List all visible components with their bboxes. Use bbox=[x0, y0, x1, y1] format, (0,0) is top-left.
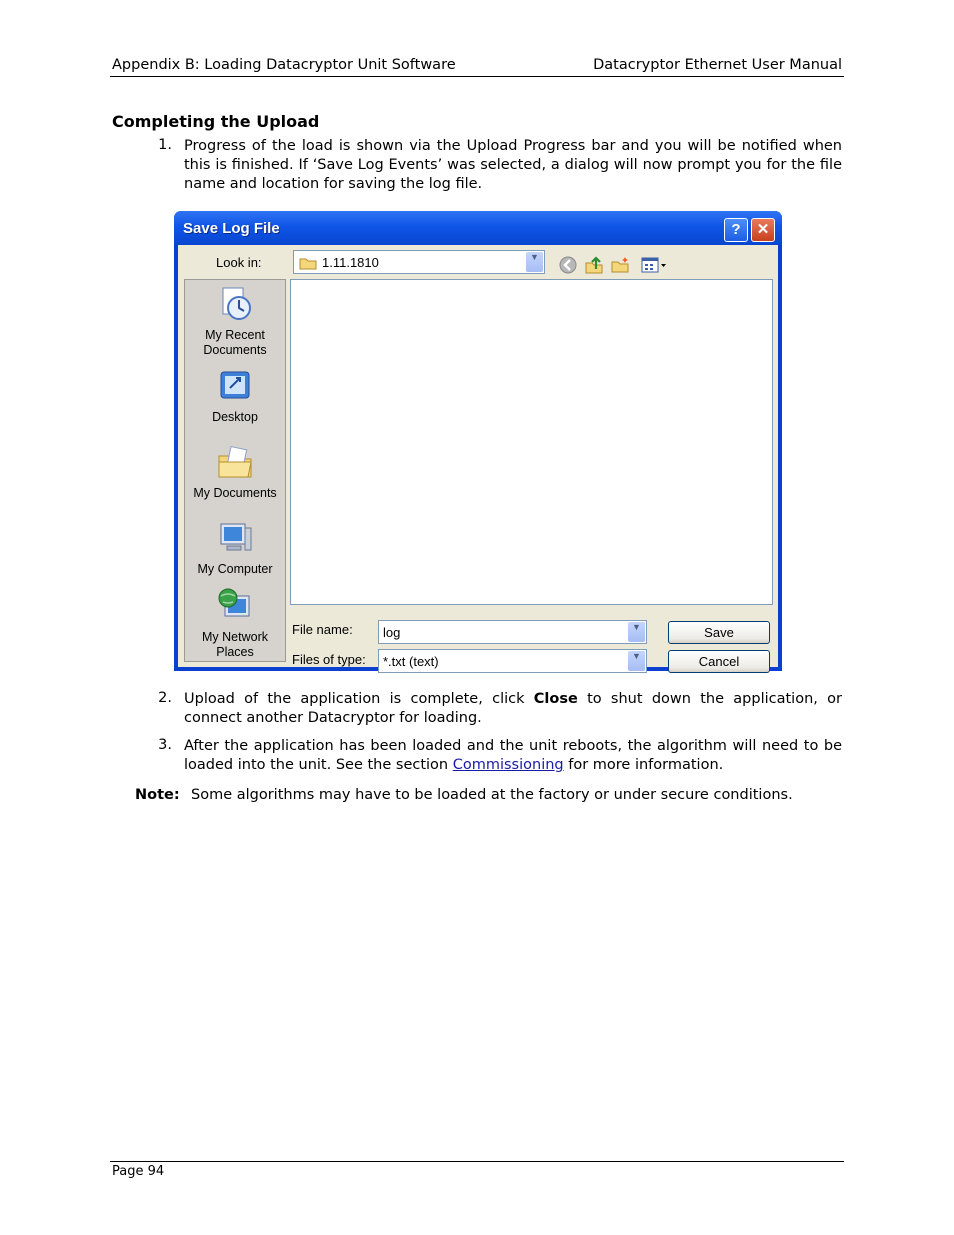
place-label: My Documents bbox=[193, 486, 277, 500]
place-label: My Computer bbox=[197, 562, 273, 576]
chevron-down-icon[interactable]: ▼ bbox=[628, 651, 645, 671]
close-keyword: Close bbox=[533, 691, 578, 707]
place-my-recent-documents[interactable] bbox=[185, 284, 285, 358]
dialog-client bbox=[178, 245, 778, 667]
dialog-title: Save Log File bbox=[183, 220, 280, 237]
header-rule bbox=[110, 76, 844, 77]
note-label: Note: bbox=[135, 787, 180, 803]
up-folder-icon[interactable] bbox=[584, 255, 604, 275]
place-my-network-places[interactable] bbox=[185, 586, 285, 660]
look-in-value: 1.11.1810 bbox=[322, 255, 379, 270]
place-label: My Recent Documents bbox=[203, 328, 267, 357]
step-2-text-pre: Upload of the application is complete, click bbox=[184, 691, 534, 707]
places-bar bbox=[184, 279, 286, 662]
place-label: My Network Places bbox=[202, 630, 268, 659]
recent-documents-icon bbox=[215, 284, 255, 324]
help-button[interactable]: ? bbox=[724, 218, 748, 242]
file-name-combo[interactable] bbox=[378, 620, 647, 644]
step-3-text-post: for more information. bbox=[563, 757, 724, 773]
place-my-computer[interactable] bbox=[185, 518, 285, 577]
step-3-text bbox=[184, 737, 842, 775]
file-type-combo[interactable] bbox=[378, 649, 647, 673]
place-desktop[interactable] bbox=[185, 368, 285, 425]
view-menu-icon[interactable] bbox=[640, 255, 668, 275]
file-type-value: *.txt (text) bbox=[383, 654, 439, 669]
file-name-label: File name: bbox=[292, 622, 353, 637]
header-left: Appendix B: Loading Datacryptor Unit Software bbox=[112, 57, 456, 73]
step-2-number: 2. bbox=[158, 690, 172, 706]
step-2-text bbox=[184, 690, 842, 728]
chevron-down-icon[interactable]: ▼ bbox=[628, 622, 645, 642]
file-type-label: Files of type: bbox=[292, 652, 366, 667]
desktop-icon bbox=[215, 368, 255, 406]
cancel-button[interactable]: Cancel bbox=[668, 650, 770, 673]
header-right: Datacryptor Ethernet User Manual bbox=[593, 57, 842, 73]
place-label: Desktop bbox=[212, 410, 258, 424]
place-my-documents[interactable] bbox=[185, 442, 285, 501]
page-number: Page 94 bbox=[112, 1164, 165, 1179]
chevron-down-icon[interactable]: ▼ bbox=[526, 252, 543, 272]
step-2-text-post: to shut down the application, or connect another Datacryptor for loading. bbox=[184, 691, 842, 726]
note-text: Some algorithms may have to be loaded at the factory or under secure conditions. bbox=[191, 787, 793, 803]
step-1-text: Progress of the load is shown via the Upload Progress bar and you will be notified when this is finished. If ‘Save Log Events’ was selected, a dialog will now prompt you for the file name and location for saving the log file. bbox=[184, 138, 842, 192]
network-places-icon bbox=[215, 586, 255, 626]
save-log-file-dialog bbox=[174, 211, 782, 671]
back-icon[interactable] bbox=[558, 255, 578, 275]
file-list[interactable] bbox=[290, 279, 773, 605]
look-in-combo[interactable] bbox=[293, 250, 545, 274]
folder-icon bbox=[299, 256, 317, 270]
step-1-number: 1. bbox=[158, 137, 172, 153]
save-button[interactable]: Save bbox=[668, 621, 770, 644]
commissioning-link[interactable]: Commissioning bbox=[452, 757, 564, 773]
my-computer-icon bbox=[215, 518, 255, 558]
new-folder-icon[interactable] bbox=[610, 255, 630, 275]
file-name-value[interactable]: log bbox=[383, 625, 401, 640]
step-3-number: 3. bbox=[158, 737, 172, 753]
footer-rule bbox=[110, 1161, 844, 1162]
section-title: Completing the Upload bbox=[112, 112, 320, 131]
my-documents-icon bbox=[215, 442, 255, 482]
look-in-label: Look in: bbox=[216, 255, 262, 270]
dialog-titlebar[interactable] bbox=[174, 211, 782, 245]
close-button[interactable]: ✕ bbox=[751, 218, 775, 242]
step-3-text-pre: After the application has been loaded and the unit reboots, the algorithm will need to be loaded into the unit. See the section bbox=[184, 738, 842, 773]
